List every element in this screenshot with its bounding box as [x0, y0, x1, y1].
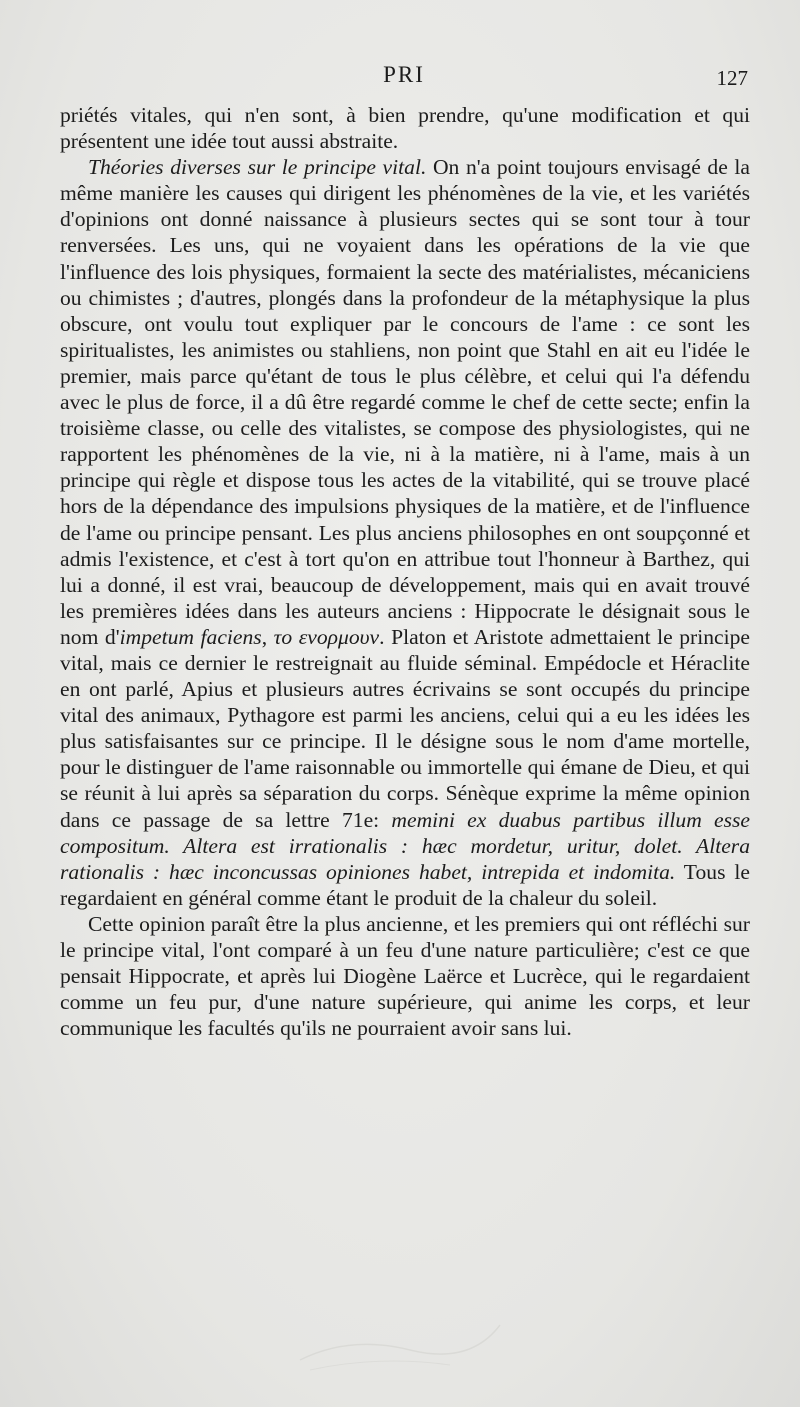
text-run: ,: [261, 624, 274, 649]
paragraph: [60, 911, 750, 1041]
text-run: . Platon et Aristote admettaient le principe vital, mais ce dernier le restreignait au fluide séminal. Empédocle et Héraclite en ont parlé, Apius et plusieurs autres écrivains se sont occupés du principe vital des animaux, Pythagore est parmi les anciens, celui qui a eu les idées les plus satisfaisantes sur ce principe. Il le désigne sous le nom d'ame mortelle, pour le distinguer de l'ame raisonnable ou immortelle qui émane de Dieu, et qui se réunit à lui après sa séparation du corps. Sénèque exprime la même opinion dans ce passage de sa lettre 71e:: [60, 624, 750, 832]
text-run: priétés vitales, qui n'en sont, à bien prendre, qu'une modification et qui présentent une idée tout aussi abstraite.: [60, 103, 750, 154]
italic-run: memini ex duabus partibus illum esse compositum. Altera est irrationalis : hæc mordetur, uritur, dolet. Altera rationalis : hæc inconcussas opiniones habet, intrepida et indomita.: [60, 807, 750, 884]
paragraph: [60, 154, 750, 911]
text-run: On n'a point toujours envisagé de la même manière les causes qui dirigent les phénomènes de la vie, et les variétés d'opinions ont donné naissance à plusieurs sectes qui se sont tour à tour renversées. Les uns, qui ne voyaient dans les opérations de la vie que l'influence des lois physiques, formaient la secte des matérialistes, mécaniciens ou chimistes ; d'autres, plongés dans la profondeur de la métaphysique la plus obscure, ont voulu tout expliquer par le concours de l'ame : ce sont les spiritualistes, les animistes ou stahliens, non point que Stahl en ait eu l'idée le premier, mais parce qu'étant de tous le plus célèbre, et celui qui l'a défendu avec le plus de force, il a dû être regardé comme le chef de cette secte; enfin la troisième classe, ou celle des vitalistes, se compose des physiologistes, qui ne rapportent les phénomènes de la vie, ni à la matière, ni à l'ame, mais à un principe qui règle et dispose tous les actes de la vitabilité, qui se trouve placé hors de la dépendance des impulsions physiques de la matière, et de l'influence de l'ame ou principe pensant. Les plus anciens philosophes en ont soupçonné et admis l'existence, et c'est à tort qu'on en attribue tout l'honneur à Barthez, qui lui a donné, il est vrai, beaucoup de développement, mais qui en avait trouvé les premières idées dans les auteurs anciens : Hippocrate le désignait sous le nom d': [60, 155, 750, 649]
page-number: 127: [716, 66, 748, 90]
italic-run: impetum faciens: [119, 624, 262, 649]
running-head: PRI: [383, 62, 425, 87]
paragraph: [60, 102, 750, 154]
body-text: [60, 102, 750, 1041]
paper-stain: [290, 1305, 510, 1375]
text-run: Cette opinion paraît être la plus ancienne, et les premiers qui ont réfléchi sur le principe vital, l'ont comparé à un feu d'une nature particulière; c'est ce que pensait Hippocrate, et après lui Diogène Laërce et Lucrèce, qui le regardaient comme un feu pur, d'une nature supérieure, qui anime les corps, et leur communique les facultés qu'ils ne pourraient avoir sans lui.: [60, 911, 750, 1041]
page-header: [60, 62, 748, 102]
text-run: Tous le regardaient en général comme étant le produit de la chaleur du soleil.: [60, 859, 751, 910]
italic-run: Théories diverses sur le principe vital.: [88, 155, 427, 180]
italic-run: το ενορμουν: [273, 624, 380, 649]
